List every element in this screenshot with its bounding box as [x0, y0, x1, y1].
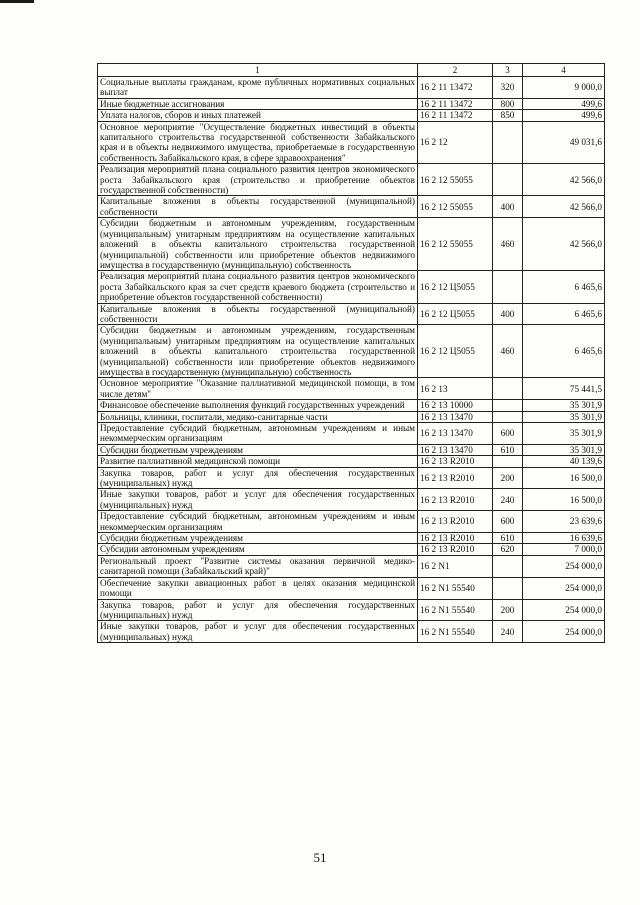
row-code: 16 2 13 13470	[418, 423, 493, 445]
table-row	[98, 489, 605, 511]
row-amount: 499,6	[523, 110, 605, 121]
row-expense-type: 400	[493, 196, 523, 218]
row-name: Закупка товаров, работ и услуг для обеспечения государственных (муниципальных) нужд	[98, 599, 418, 621]
row-expense-type: 620	[493, 544, 523, 555]
table-row	[98, 303, 605, 325]
page-number: 51	[313, 850, 327, 865]
row-amount: 42 566,0	[523, 218, 605, 271]
row-code: 16 2 13 13470	[418, 444, 493, 455]
row-name: Субсидии бюджетным учреждениям	[98, 533, 418, 544]
row-name: Субсидии бюджетным и автономным учреждениям, государственным (муниципальным) унитарным предприятиям на осуществление капитальных вложений в объекты капитального строительства государственной (муниципальной) собственности или приобретение объектов недвижимого имущества в государственную (муниципальную) собственность	[98, 218, 418, 271]
row-expense-type	[493, 164, 523, 196]
row-amount: 35 301,9	[523, 444, 605, 455]
row-code: 16 2 13 13470	[418, 411, 493, 422]
row-amount: 7 000,0	[523, 544, 605, 555]
row-expense-type: 320	[493, 77, 523, 99]
row-expense-type	[493, 411, 523, 422]
row-expense-type: 200	[493, 467, 523, 489]
row-code: 16 2 13 10000	[418, 400, 493, 411]
row-name: Капитальные вложения в объекты государственной (муниципальной) собственности	[98, 196, 418, 218]
row-name: Социальные выплаты гражданам, кроме публичных нормативных социальных выплат	[98, 77, 418, 99]
row-amount: 42 566,0	[523, 196, 605, 218]
row-code: 16 2 12 55055	[418, 196, 493, 218]
table-row	[98, 271, 605, 303]
row-amount: 6 465,6	[523, 325, 605, 378]
row-name: Основное мероприятие "Осуществление бюджетных инвестиций в объекты капитального строительства государственной собственности Забайкальского края и в объекты недвижимого имущества, приобретаемые в государственную собственность Забайкальского края, в сфере здравоохранения"	[98, 121, 418, 164]
row-expense-type: 240	[493, 621, 523, 643]
row-amount: 6 465,6	[523, 271, 605, 303]
row-name: Больницы, клиники, госпитали, медико-санитарные части	[98, 411, 418, 422]
row-amount: 16 639,6	[523, 533, 605, 544]
row-code: 16 2 13 R2010	[418, 467, 493, 489]
row-expense-type: 850	[493, 110, 523, 121]
row-expense-type	[493, 577, 523, 599]
row-amount: 254 000,0	[523, 621, 605, 643]
table-row	[98, 511, 605, 533]
row-code: 16 2 13 R2010	[418, 544, 493, 555]
header-col-3: 3	[493, 64, 523, 77]
row-expense-type	[493, 400, 523, 411]
row-code: 16 2 13 R2010	[418, 511, 493, 533]
row-name: Реализация мероприятий плана социального развития центров экономического роста Забайкальского края за счет средств краевого бюджета (строительство и приобретение объектов государственной собственности)	[98, 271, 418, 303]
row-name: Региональный проект "Развитие системы оказания первичной медико-санитарной помощи (Забайкальский край)"	[98, 555, 418, 577]
row-name: Предоставление субсидий бюджетным, автономным учреждениям и иным некоммерческим организациям	[98, 423, 418, 445]
row-code: 16 2 11 13472	[418, 98, 493, 109]
row-expense-type: 240	[493, 489, 523, 511]
row-expense-type: 610	[493, 533, 523, 544]
row-name: Финансовое обеспечение выполнения функций государственных учреждений	[98, 400, 418, 411]
table-row	[98, 196, 605, 218]
table-row	[98, 218, 605, 271]
row-code: 16 2 N1 55540	[418, 577, 493, 599]
table-row	[98, 456, 605, 467]
row-expense-type	[493, 121, 523, 164]
row-expense-type: 800	[493, 98, 523, 109]
table-row	[98, 400, 605, 411]
row-name: Субсидии бюджетным и автономным учреждениям, государственным (муниципальным) унитарным предприятиям на осуществление капитальных вложений в объекты капитального строительства государственной (муниципальной) собственности или приобретение объектов недвижимого имущества в государственную (муниципальную) собственность	[98, 325, 418, 378]
row-name: Реализация мероприятий плана социального развития центров экономического роста Забайкальского края (строительство и приобретение объектов государственной собственности)	[98, 164, 418, 196]
row-name: Иные бюджетные ассигнования	[98, 98, 418, 109]
row-name: Развитие паллиативной медицинской помощи	[98, 456, 418, 467]
table-row	[98, 467, 605, 489]
row-name: Обеспечение закупки авиационных работ в целях оказания медицинской помощи	[98, 577, 418, 599]
table-row	[98, 411, 605, 422]
row-expense-type	[493, 378, 523, 400]
table-row	[98, 533, 605, 544]
row-code: 16 2 12 55055	[418, 164, 493, 196]
row-name: Капитальные вложения в объекты государственной (муниципальной) собственности	[98, 303, 418, 325]
row-expense-type: 600	[493, 511, 523, 533]
table-row	[98, 423, 605, 445]
row-amount: 254 000,0	[523, 577, 605, 599]
header-col-1: 1	[98, 64, 418, 77]
row-expense-type: 460	[493, 325, 523, 378]
row-code: 16 2 13 R2010	[418, 533, 493, 544]
row-amount: 254 000,0	[523, 599, 605, 621]
budget-table	[97, 63, 605, 643]
row-name: Закупка товаров, работ и услуг для обеспечения государственных (муниципальных) нужд	[98, 467, 418, 489]
scan-edge-mark	[0, 0, 34, 3]
row-amount: 9 000,0	[523, 77, 605, 99]
row-amount: 16 500,0	[523, 467, 605, 489]
table-row	[98, 110, 605, 121]
row-code: 16 2 12 Ц5055	[418, 325, 493, 378]
row-code: 16 2 12 55055	[418, 218, 493, 271]
table-row	[98, 378, 605, 400]
row-amount: 40 139,6	[523, 456, 605, 467]
row-name: Субсидии автономным учреждениям	[98, 544, 418, 555]
table-header-row	[98, 64, 605, 77]
row-name: Уплата налогов, сборов и иных платежей	[98, 110, 418, 121]
row-expense-type: 400	[493, 303, 523, 325]
row-amount: 35 301,9	[523, 400, 605, 411]
row-code: 16 2 11 13472	[418, 110, 493, 121]
row-expense-type: 460	[493, 218, 523, 271]
row-expense-type	[493, 271, 523, 303]
row-amount: 75 441,5	[523, 378, 605, 400]
table-row	[98, 555, 605, 577]
row-amount: 6 465,6	[523, 303, 605, 325]
row-amount: 499,6	[523, 98, 605, 109]
row-code: 16 2 12	[418, 121, 493, 164]
table-row	[98, 77, 605, 99]
row-code: 16 2 12 Ц5055	[418, 271, 493, 303]
table-row	[98, 164, 605, 196]
row-amount: 254 000,0	[523, 555, 605, 577]
table-row	[98, 98, 605, 109]
row-expense-type	[493, 456, 523, 467]
row-code: 16 2 13	[418, 378, 493, 400]
row-amount: 23 639,6	[523, 511, 605, 533]
row-amount: 35 301,9	[523, 411, 605, 422]
row-code: 16 2 11 13472	[418, 77, 493, 99]
table-row	[98, 621, 605, 643]
table-row	[98, 544, 605, 555]
row-code: 16 2 13 R2010	[418, 456, 493, 467]
row-code: 16 2 N1 55540	[418, 599, 493, 621]
row-expense-type	[493, 555, 523, 577]
row-expense-type: 610	[493, 444, 523, 455]
table-row	[98, 577, 605, 599]
row-code: 16 2 12 Ц5055	[418, 303, 493, 325]
row-name: Предоставление субсидий бюджетным, автономным учреждениям и иным некоммерческим организациям	[98, 511, 418, 533]
table-row	[98, 121, 605, 164]
row-amount: 16 500,0	[523, 489, 605, 511]
row-code: 16 2 13 R2010	[418, 489, 493, 511]
row-amount: 49 031,6	[523, 121, 605, 164]
row-amount: 42 566,0	[523, 164, 605, 196]
table-row	[98, 444, 605, 455]
row-name: Основное мероприятие "Оказание паллиативной медицинской помощи, в том числе детям"	[98, 378, 418, 400]
row-amount: 35 301,9	[523, 423, 605, 445]
row-code: 16 2 N1 55540	[418, 621, 493, 643]
header-col-4: 4	[523, 64, 605, 77]
table-row	[98, 325, 605, 378]
row-expense-type: 200	[493, 599, 523, 621]
row-name: Иные закупки товаров, работ и услуг для обеспечения государственных (муниципальных) нужд	[98, 489, 418, 511]
row-name: Субсидии бюджетным учреждениям	[98, 444, 418, 455]
row-expense-type: 600	[493, 423, 523, 445]
row-name: Иные закупки товаров, работ и услуг для обеспечения государственных (муниципальных) нужд	[98, 621, 418, 643]
header-col-2: 2	[418, 64, 493, 77]
table-row	[98, 599, 605, 621]
row-code: 16 2 N1	[418, 555, 493, 577]
